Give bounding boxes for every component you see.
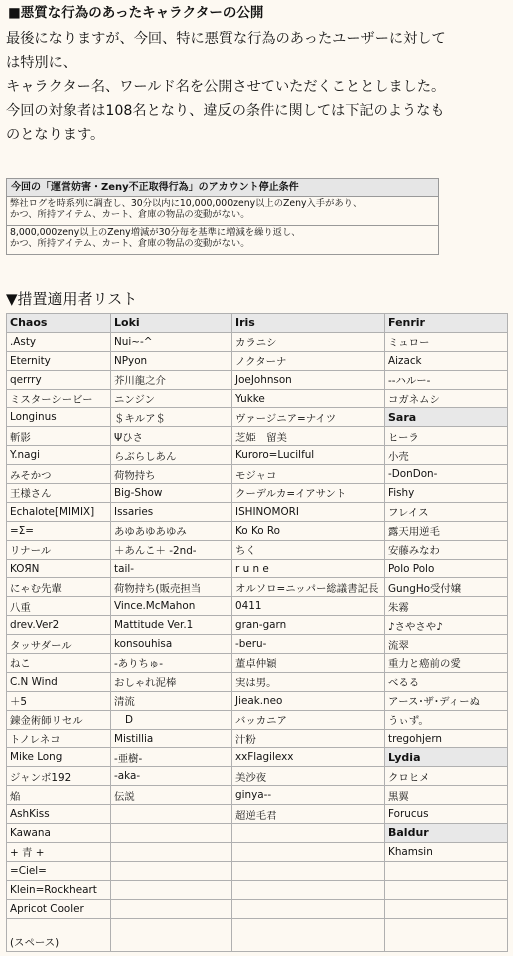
table-cell: 伝説: [111, 786, 232, 805]
table-cell: オルソロ=ニッパー総議書記長: [232, 578, 385, 597]
table-cell: ginya--: [232, 786, 385, 805]
table-cell: Mistillia: [111, 729, 232, 748]
table-cell: Kuroro=Lucilful: [232, 446, 385, 465]
list-title: ▼措置適用者リスト: [6, 290, 138, 308]
table-row: [7, 427, 508, 446]
table-cell: 芥川龍之介: [111, 370, 232, 389]
table-cell: --ハルー-: [385, 370, 508, 389]
world-subheader-cell: Sara: [385, 408, 508, 427]
table-cell: -亜樹-: [111, 748, 232, 767]
table-row: [7, 332, 508, 351]
table-cell: (スペース): [7, 918, 111, 951]
table-cell: べるる: [385, 672, 508, 691]
table-cell: 安藤みなわ: [385, 540, 508, 559]
table-cell: AshKiss: [7, 805, 111, 824]
table-cell: らぶらしあん: [111, 446, 232, 465]
table-cell: [111, 842, 232, 861]
table-cell: おしゃれ泥棒: [111, 672, 232, 691]
intro-line: キャラクター名、ワールド名を公開させていただくこととしました。: [6, 79, 446, 95]
table-row: [7, 408, 508, 427]
table-row: [7, 710, 508, 729]
table-cell: [385, 918, 508, 951]
table-cell: =Ciel=: [7, 861, 111, 880]
table-cell: タッサダール: [7, 635, 111, 654]
table-row: [7, 672, 508, 691]
table-cell: tail-: [111, 559, 232, 578]
table-cell: ジャンボ192: [7, 767, 111, 786]
conditions-header: 今回の「運営妨害・Zeny不正取得行為」のアカウント停止条件: [7, 179, 439, 197]
table-row: [7, 578, 508, 597]
table-cell: ニンジン: [111, 389, 232, 408]
table-cell: Aizack: [385, 351, 508, 370]
table-cell: 流翠: [385, 635, 508, 654]
table-cell: [232, 842, 385, 861]
intro-line: 今回の対象者は108名となり、違反の条件に関しては下記のようなも: [6, 103, 445, 119]
table-cell: [111, 918, 232, 951]
table-row: [7, 389, 508, 408]
table-cell: [111, 861, 232, 880]
table-cell: 錬金術師リセル: [7, 710, 111, 729]
column-header-fenrir: Fenrir: [385, 314, 508, 333]
table-row: [7, 616, 508, 635]
table-cell: 荷物持ち: [111, 465, 232, 484]
table-cell: Ψひさ: [111, 427, 232, 446]
table-cell: -aka-: [111, 767, 232, 786]
table-row: [7, 842, 508, 861]
table-cell: [232, 918, 385, 951]
table-cell: にゃむ先輩: [7, 578, 111, 597]
table-row: [7, 502, 508, 521]
table-cell: Khamsin: [385, 842, 508, 861]
table-cell: -beru-: [232, 635, 385, 654]
table-row: [7, 351, 508, 370]
table-cell: .Asty: [7, 332, 111, 351]
table-cell: ノクターナ: [232, 351, 385, 370]
table-cell: ＋あんこ＋ -2nd-: [111, 540, 232, 559]
table-row: [7, 899, 508, 918]
table-cell: Kawana: [7, 824, 111, 843]
table-cell: ♪さやさや♪: [385, 616, 508, 635]
table-row: [7, 521, 508, 540]
table-row: [7, 767, 508, 786]
table-cell: カラニシ: [232, 332, 385, 351]
table-row: [7, 559, 508, 578]
table-cell: 実は男。: [232, 672, 385, 691]
table-row: [7, 748, 508, 767]
table-cell: アース･ザ･ディーぬ: [385, 691, 508, 710]
table-cell: [232, 880, 385, 899]
table-row: [7, 918, 508, 951]
table-cell: 美沙夜: [232, 767, 385, 786]
table-row: [7, 786, 508, 805]
table-row: [7, 880, 508, 899]
table-cell: konsouhisa: [111, 635, 232, 654]
table-cell: [111, 824, 232, 843]
condition-row: [7, 226, 439, 255]
table-cell: drev.Ver2: [7, 616, 111, 635]
table-cell: [111, 880, 232, 899]
table-cell: 露天用逆毛: [385, 521, 508, 540]
table-cell: モジャコ: [232, 465, 385, 484]
table-cell: Longinus: [7, 408, 111, 427]
table-row: [7, 465, 508, 484]
table-cell: JoeJohnson: [232, 370, 385, 389]
table-cell: クーデルカ=イアサント: [232, 484, 385, 503]
table-cell: Issaries: [111, 502, 232, 521]
table-cell: NPyon: [111, 351, 232, 370]
table-cell: ちく: [232, 540, 385, 559]
table-cell: Ko Ko Ro: [232, 521, 385, 540]
table-cell: 王様さん: [7, 484, 111, 503]
table-cell: [385, 880, 508, 899]
table-cell: r u n e: [232, 559, 385, 578]
condition-line: 弊社ログを時系列に調査し、30分以内に10,000,000zeny以上のZeny入手があり、: [10, 198, 363, 209]
table-cell: Big-Show: [111, 484, 232, 503]
table-cell: ミュロー: [385, 332, 508, 351]
table-cell: tregohjern: [385, 729, 508, 748]
table-row: [7, 446, 508, 465]
table-cell: Nui~-^: [111, 332, 232, 351]
table-cell: [232, 824, 385, 843]
table-cell: ISHINOMORI: [232, 502, 385, 521]
table-row: [7, 691, 508, 710]
table-cell: [385, 861, 508, 880]
intro-line: のとなります。: [6, 127, 105, 143]
table-cell: ヒーラ: [385, 427, 508, 446]
condition-line: かつ、所持アイテム、カート、倉庫の物品の変動がない。: [10, 209, 250, 220]
table-cell: トノレネコ: [7, 729, 111, 748]
table-cell: 超逆毛君: [232, 805, 385, 824]
table-cell: Klein=Rockheart: [7, 880, 111, 899]
table-cell: Echalote[MIMIX]: [7, 502, 111, 521]
table-cell: gran-garn: [232, 616, 385, 635]
table-cell: 黒翼: [385, 786, 508, 805]
table-cell: 斬影: [7, 427, 111, 446]
table-cell: Eternity: [7, 351, 111, 370]
section-heading: ■悪質な行為のあったキャラクターの公開: [8, 5, 264, 21]
table-cell: Apricot Cooler: [7, 899, 111, 918]
table-cell: 清流: [111, 691, 232, 710]
world-subheader-cell: Lydia: [385, 748, 508, 767]
suspension-conditions-table: [6, 178, 439, 255]
table-cell: 小壳: [385, 446, 508, 465]
world-subheader-cell: Baldur: [385, 824, 508, 843]
table-cell: 八重: [7, 597, 111, 616]
table-cell: ＋5: [7, 691, 111, 710]
intro-line: は特別に、: [6, 55, 77, 71]
table-cell: あゆあゆあゆみ: [111, 521, 232, 540]
sanctioned-characters-table: [6, 313, 508, 952]
table-row: [7, 635, 508, 654]
table-cell: Vince.McMahon: [111, 597, 232, 616]
intro-line: 最後になりますが、今回、特に悪質な行為のあったユーザーに対して: [6, 31, 446, 47]
table-header-row: [7, 314, 508, 333]
table-cell: 0411: [232, 597, 385, 616]
table-row: [7, 805, 508, 824]
table-cell: うぃず。: [385, 710, 508, 729]
table-cell: + 青 +: [7, 842, 111, 861]
table-cell: Mike Long: [7, 748, 111, 767]
table-row: [7, 540, 508, 559]
table-cell: みそかつ: [7, 465, 111, 484]
table-cell: Y.nagi: [7, 446, 111, 465]
table-cell: [232, 861, 385, 880]
condition-line: 8,000,000zeny以上のZeny増減が30分毎を基準に増減を繰り返し、: [10, 227, 301, 238]
condition-row: [7, 197, 439, 226]
table-cell: Jieak.neo: [232, 691, 385, 710]
table-row: [7, 729, 508, 748]
table-cell: qerrry: [7, 370, 111, 389]
table-row: [7, 597, 508, 616]
intro-text: [6, 27, 512, 147]
table-cell: -ありちゅ-: [111, 654, 232, 673]
table-cell: ミスターシービー: [7, 389, 111, 408]
column-header-iris: Iris: [232, 314, 385, 333]
table-cell: 重力と癌前の愛: [385, 654, 508, 673]
table-cell: ＄キルア＄: [111, 408, 232, 427]
column-header-chaos: Chaos: [7, 314, 111, 333]
table-cell: Forucus: [385, 805, 508, 824]
table-cell: 董卓仲穎: [232, 654, 385, 673]
table-cell: Yukke: [232, 389, 385, 408]
table-cell: 荷物持ち(販売担当: [111, 578, 232, 597]
condition-line: かつ、所持アイテム、カート、倉庫の物品の変動がない。: [10, 238, 250, 249]
table-cell: xxFlagilexx: [232, 748, 385, 767]
table-row: [7, 861, 508, 880]
table-cell: -DonDon-: [385, 465, 508, 484]
table-cell: クロヒメ: [385, 767, 508, 786]
table-cell: 焔: [7, 786, 111, 805]
table-row: [7, 654, 508, 673]
table-cell: KOЯN: [7, 559, 111, 578]
table-cell: GungHo受付嬢: [385, 578, 508, 597]
table-cell: [111, 805, 232, 824]
table-cell: Fishy: [385, 484, 508, 503]
table-cell: フレイス: [385, 502, 508, 521]
table-cell: バッカニア: [232, 710, 385, 729]
table-row: [7, 370, 508, 389]
table-cell: [385, 899, 508, 918]
table-cell: リナール: [7, 540, 111, 559]
column-header-loki: Loki: [111, 314, 232, 333]
table-cell: C.N Wind: [7, 672, 111, 691]
table-cell: [111, 899, 232, 918]
table-cell: 汁粉: [232, 729, 385, 748]
table-row: [7, 484, 508, 503]
table-body: [7, 332, 508, 951]
table-cell: ねこ: [7, 654, 111, 673]
table-cell: コガネムシ: [385, 389, 508, 408]
table-cell: [232, 899, 385, 918]
table-cell: 朱霧: [385, 597, 508, 616]
table-row: [7, 824, 508, 843]
table-cell: D: [111, 710, 232, 729]
table-cell: Mattitude Ver.1: [111, 616, 232, 635]
table-cell: ヴァージニア=ナイツ: [232, 408, 385, 427]
table-cell: =Σ=: [7, 521, 111, 540]
table-cell: Polo Polo: [385, 559, 508, 578]
table-cell: 芝姫 留美: [232, 427, 385, 446]
